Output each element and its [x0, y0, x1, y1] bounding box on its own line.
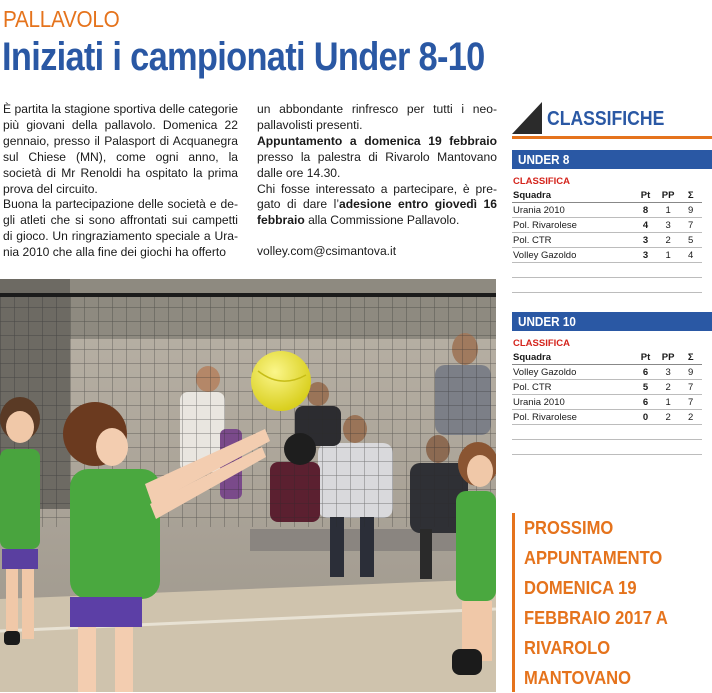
sigma: 7 — [679, 380, 702, 395]
team-name: Urania 2010 — [512, 203, 634, 218]
points: 6 — [634, 395, 657, 410]
table-row — [512, 365, 702, 380]
under10-block — [512, 312, 702, 455]
empty-row — [512, 278, 702, 293]
sigma: 7 — [679, 395, 702, 410]
sigma: 2 — [679, 410, 702, 425]
points: 0 — [634, 410, 657, 425]
under8-header — [512, 150, 712, 169]
pp: 2 — [657, 380, 680, 395]
under10-table — [512, 350, 702, 455]
col-pt: Pt — [634, 188, 657, 203]
paragraph: Buona la partecipazione delle società e degli atleti che si sono affrontati sui campetti di gioco. Un ringraziamento speciale a Urania 2010 che alla fine dei giochi ha offerto — [3, 197, 238, 260]
team-name: Pol. CTR — [512, 380, 634, 395]
sigma: 5 — [679, 233, 702, 248]
gym-scene-illustration — [0, 279, 496, 692]
appointment-rest: presso la palestra di Rivarolo Mantovano dalle ore 14.30. — [257, 149, 497, 180]
table-row — [512, 248, 702, 263]
pp: 3 — [657, 218, 680, 233]
table-row — [512, 233, 702, 248]
triangle-decoration — [512, 102, 542, 134]
col-team: Squadra — [512, 188, 634, 203]
paragraph: un abbondante rinfresco per tutti i neo-pallavolisti presenti. — [257, 102, 497, 132]
table-header-row — [512, 188, 702, 203]
classifiche-title: CLASSIFICHE — [547, 108, 665, 130]
sigma: 9 — [679, 203, 702, 218]
points: 8 — [634, 203, 657, 218]
col-pp: PP — [657, 350, 680, 365]
under10-header — [512, 312, 712, 331]
team-name: Volley Gazoldo — [512, 248, 634, 263]
under10-subtitle: CLASSIFICA — [513, 338, 570, 349]
headline: Iniziati i campionati Under 8-10 — [2, 35, 485, 79]
pp: 1 — [657, 395, 680, 410]
pp: 2 — [657, 233, 680, 248]
points: 3 — [634, 248, 657, 263]
classifiche-header — [512, 102, 712, 136]
table-row — [512, 380, 702, 395]
under8-label: UNDER 8 — [518, 152, 570, 167]
team-name: Pol. CTR — [512, 233, 634, 248]
col-pt: Pt — [634, 350, 657, 365]
team-name: Urania 2010 — [512, 395, 634, 410]
appointment-bold: Appuntamento a domenica 19 febbraio — [257, 133, 497, 148]
under10-label: UNDER 10 — [518, 314, 576, 329]
team-name: Volley Gazoldo — [512, 365, 634, 380]
table-row — [512, 203, 702, 218]
under8-table — [512, 188, 702, 293]
col-team: Squadra — [512, 350, 634, 365]
paragraph: È partita la stagione sportiva delle categorie più giovani della pallavolo. Domenica 22 gennaio, presso il Palasport di Acquanegra sul Chiese (MN), come ogni anno, la società di Mr Renoldi ha ospitato la prima prova del circuito. — [3, 102, 238, 196]
contact-email[interactable]: volley.com@csimantova.it — [257, 244, 397, 259]
points: 3 — [634, 233, 657, 248]
sigma: 4 — [679, 248, 702, 263]
points: 4 — [634, 218, 657, 233]
article-column-1 — [3, 102, 238, 261]
team-name: Pol. Rivarolese — [512, 218, 634, 233]
paragraph-text: alla Commissione Pallavolo. — [304, 213, 460, 228]
sigma: 9 — [679, 365, 702, 380]
empty-row — [512, 440, 702, 455]
team-name: Pol. Rivarolese — [512, 410, 634, 425]
points: 5 — [634, 380, 657, 395]
orange-divider — [512, 136, 712, 139]
paragraph — [257, 182, 497, 230]
promo-accent-bar — [512, 513, 515, 692]
volleyball-photo — [0, 279, 496, 692]
sigma: 7 — [679, 218, 702, 233]
under8-block — [512, 150, 702, 293]
table-row — [512, 395, 702, 410]
article-column-2 — [257, 102, 497, 260]
next-appointment-text: PROSSIMO APPUNTAMENTO DOMENICA 19 FEBBRAIO 2017 A RIVAROLO MANTOVANO — [524, 518, 668, 688]
under8-subtitle: CLASSIFICA — [513, 176, 570, 187]
col-pp: PP — [657, 188, 680, 203]
paragraph-text: Chi fosse interessato a partecipare, è pregato di dare l’ — [257, 181, 497, 212]
pp: 1 — [657, 203, 680, 218]
paragraph — [257, 134, 497, 182]
table-header-row — [512, 350, 702, 365]
pp: 1 — [657, 248, 680, 263]
pp: 3 — [657, 365, 680, 380]
deadline-bold: adesione entro giovedì 16 febbraio — [257, 197, 497, 228]
next-appointment-box — [512, 513, 712, 692]
empty-row — [512, 263, 702, 278]
pp: 2 — [657, 410, 680, 425]
col-sigma: Σ — [679, 350, 702, 365]
table-row — [512, 410, 702, 425]
table-row — [512, 218, 702, 233]
empty-row — [512, 425, 702, 440]
points: 6 — [634, 365, 657, 380]
section-kicker: PALLAVOLO — [3, 6, 120, 32]
col-sigma: Σ — [679, 188, 702, 203]
